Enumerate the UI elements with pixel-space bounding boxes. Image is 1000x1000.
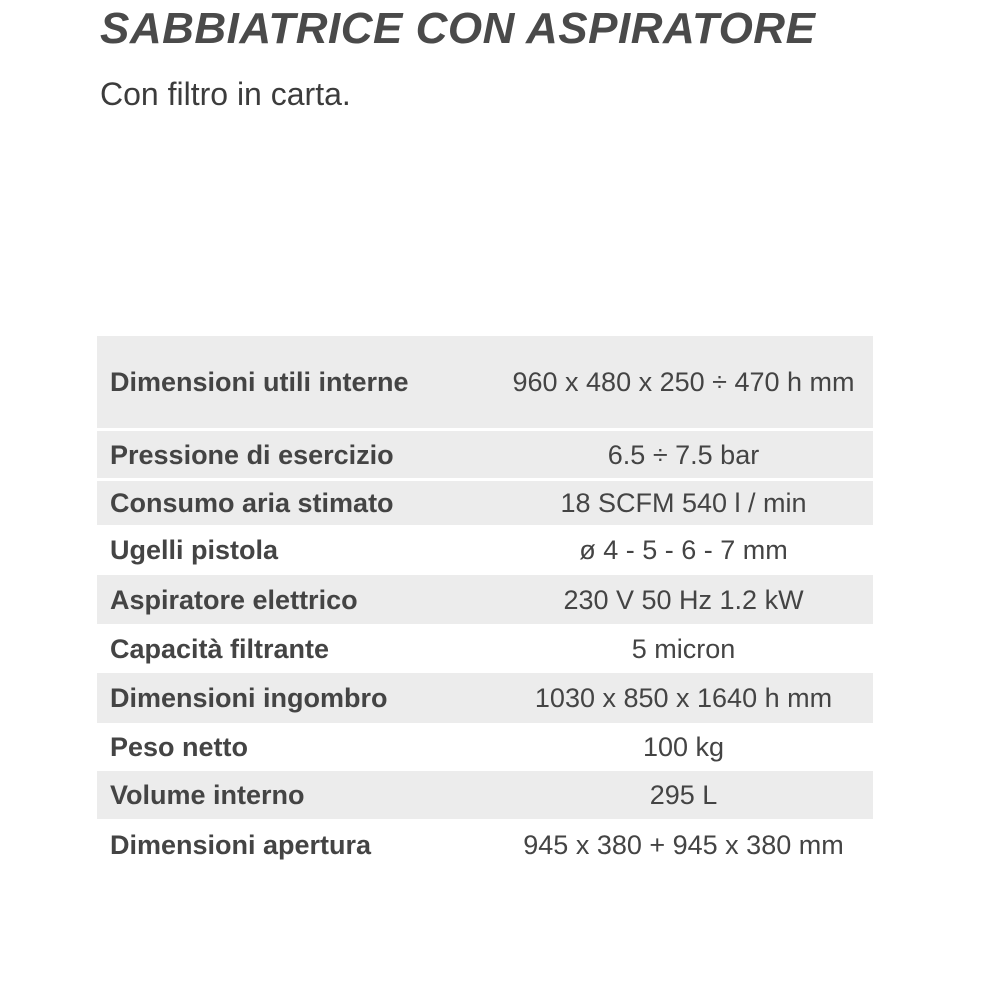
spec-value: 960 x 480 x 250 ÷ 470 h mm xyxy=(494,336,873,428)
table-row xyxy=(97,819,873,871)
product-subtitle: Con filtro in carta. xyxy=(100,76,351,112)
table-row xyxy=(97,624,873,673)
spec-label: Aspiratore elettrico xyxy=(97,575,494,624)
spec-label: Dimensioni utili interne xyxy=(97,336,494,428)
spec-value: 295 L xyxy=(494,771,873,819)
table-row xyxy=(97,771,873,819)
spec-label: Dimensioni apertura xyxy=(97,819,494,871)
spec-value: 5 micron xyxy=(494,624,873,673)
spec-label: Peso netto xyxy=(97,723,494,771)
table-row xyxy=(97,478,873,525)
spec-label: Consumo aria stimato xyxy=(97,478,494,525)
spec-label: Ugelli pistola xyxy=(97,525,494,575)
spec-value: 18 SCFM 540 l / min xyxy=(494,478,873,525)
spec-value: ø 4 - 5 - 6 - 7 mm xyxy=(494,525,873,575)
specs-table xyxy=(97,336,873,871)
product-title: SABBIATRICE CON ASPIRATORE xyxy=(100,4,816,53)
spec-value: 945 x 380 + 945 x 380 mm xyxy=(494,819,873,871)
spec-label: Pressione di esercizio xyxy=(97,428,494,478)
table-row xyxy=(97,575,873,624)
spec-value: 6.5 ÷ 7.5 bar xyxy=(494,428,873,478)
spec-value: 1030 x 850 x 1640 h mm xyxy=(494,673,873,723)
table-row xyxy=(97,336,873,428)
table-row xyxy=(97,673,873,723)
spec-label: Dimensioni ingombro xyxy=(97,673,494,723)
table-row xyxy=(97,723,873,771)
spec-value: 100 kg xyxy=(494,723,873,771)
table-row xyxy=(97,525,873,575)
spec-label: Capacità filtrante xyxy=(97,624,494,673)
table-row xyxy=(97,428,873,478)
spec-value: 230 V 50 Hz 1.2 kW xyxy=(494,575,873,624)
spec-label: Volume interno xyxy=(97,771,494,819)
